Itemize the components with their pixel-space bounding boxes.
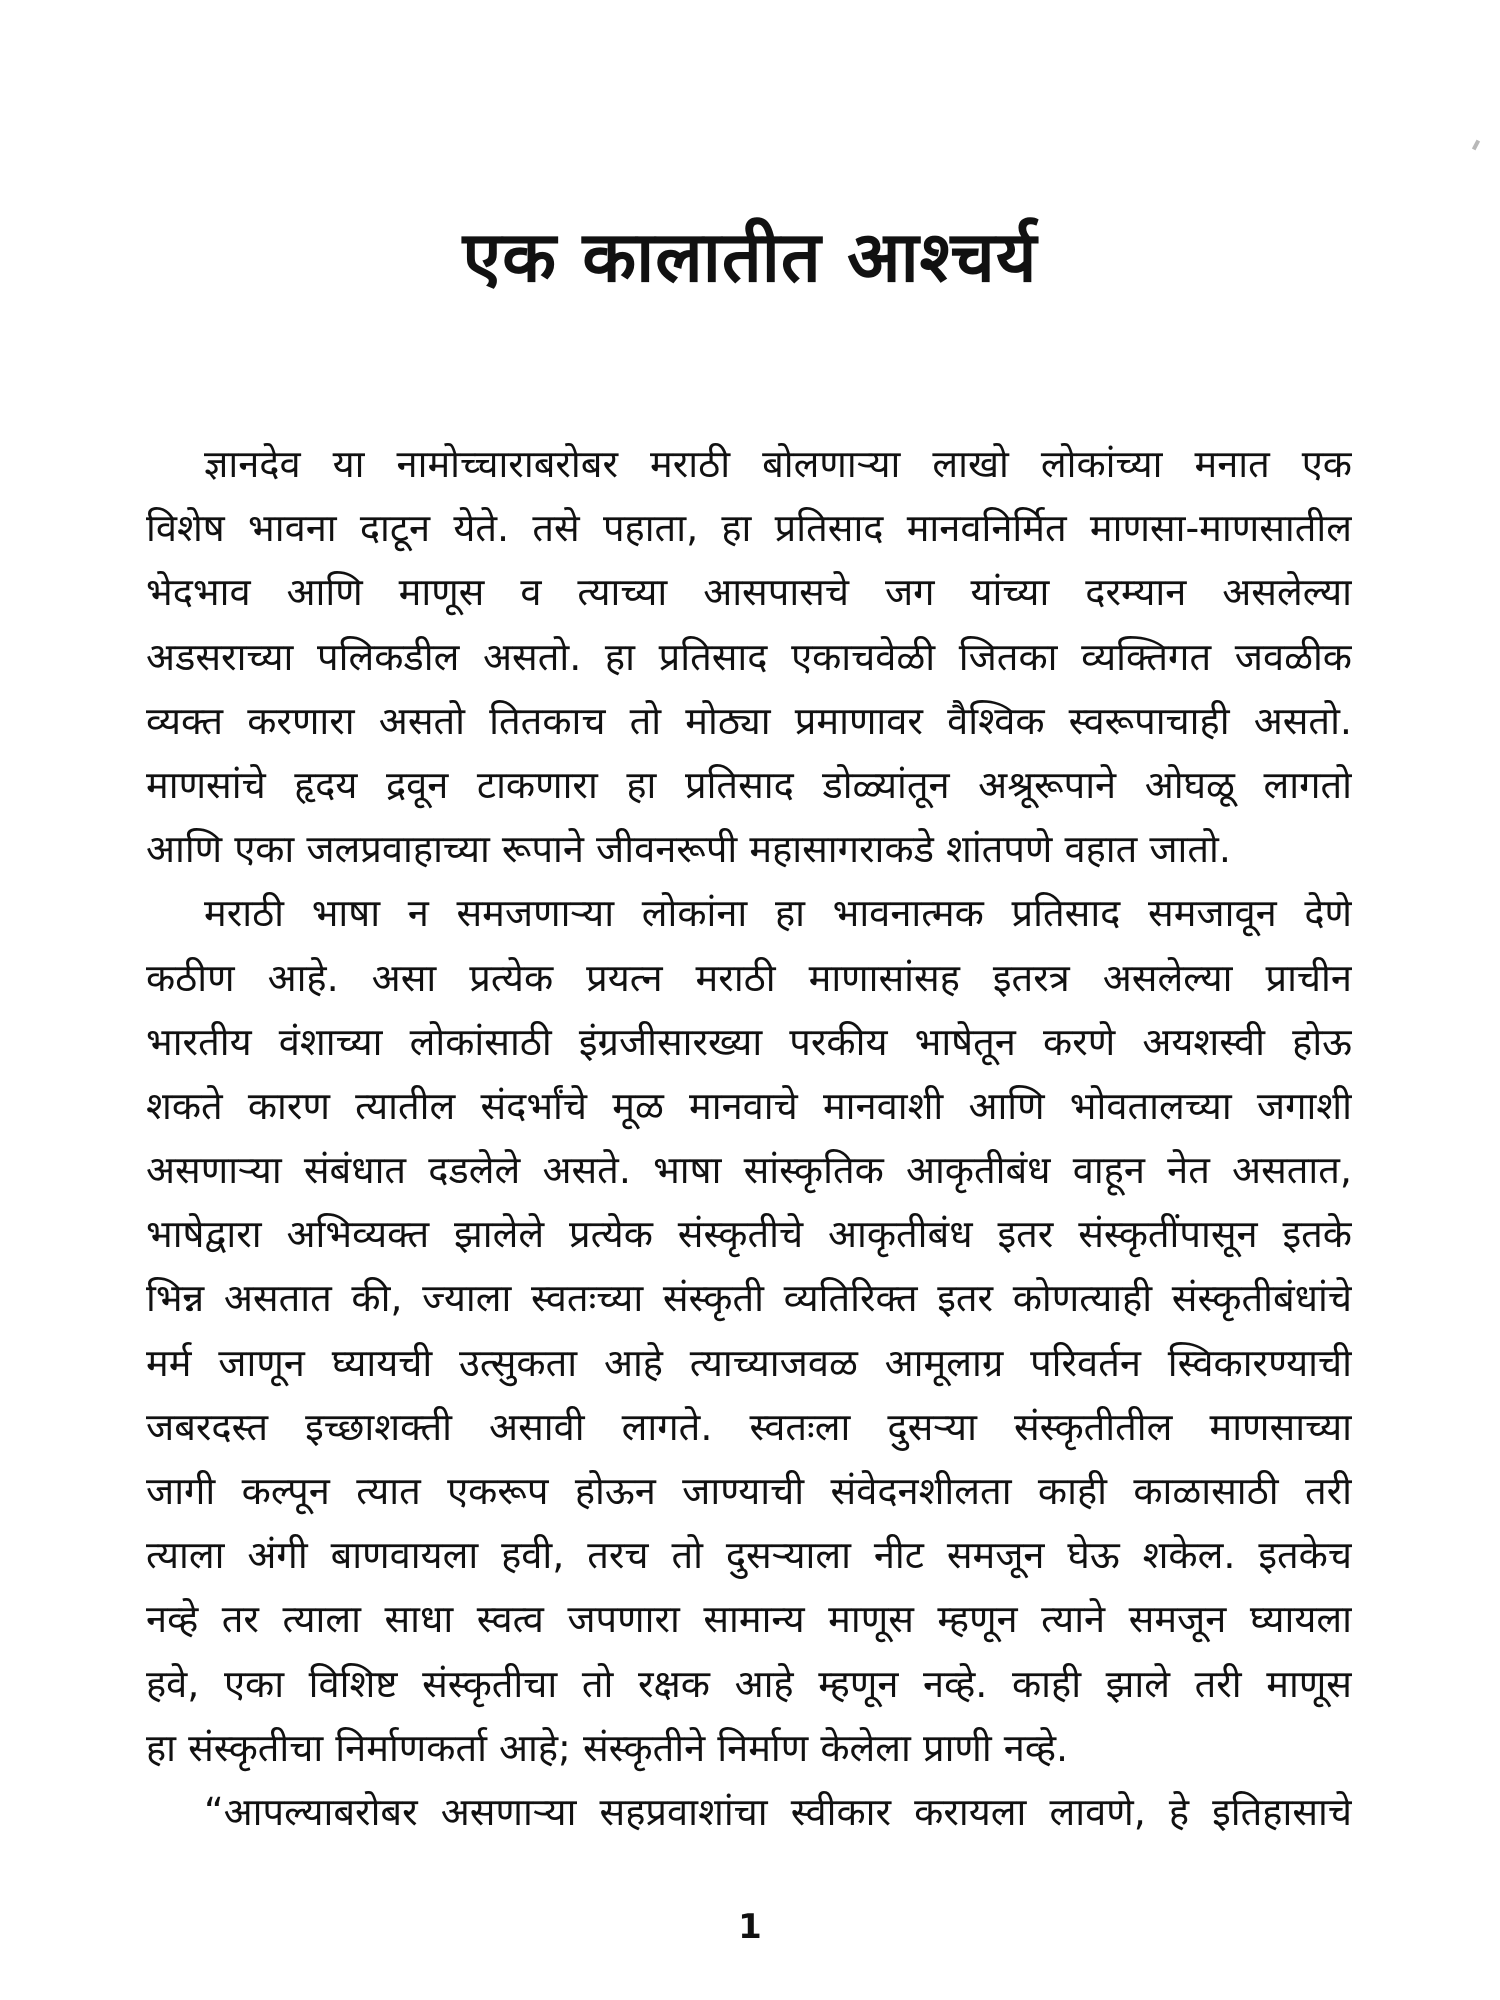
text-line: भाषेद्वारा अभिव्यक्त झालेले प्रत्येक संस्कृतीचे आकृतीबंध इतर संस्कृतींपासून इतके bbox=[146, 1212, 1352, 1257]
text-line: अडसराच्या पलिकडील असतो. हा प्रतिसाद एकाचवेळी जितका व्यक्तिगत जवळीक bbox=[146, 634, 1352, 679]
text-line: मराठी भाषा न समजणाऱ्या लोकांना हा भावनात्मक प्रतिसाद समजावून देणे bbox=[204, 891, 1352, 936]
text-line: शकते कारण त्यातील संदर्भांचे मूळ मानवाचे मानवाशी आणि भोवतालच्या जगाशी bbox=[146, 1083, 1352, 1128]
scan-speck bbox=[1472, 140, 1480, 151]
text-line: विशेष भावना दाटून येते. तसे पहाता, हा प्रतिसाद मानवनिर्मित माणसा-माणसातील bbox=[146, 506, 1352, 551]
text-line: माणसांचे हृदय द्रवून टाकणारा हा प्रतिसाद डोळ्यांतून अश्रूरूपाने ओघळू लागतो bbox=[146, 762, 1352, 807]
chapter-title: एक कालातीत आश्चर्य bbox=[462, 216, 1038, 298]
text-line: “आपल्याबरोबर असणाऱ्या सहप्रवाशांचा स्वीकार करायला लावणे, हे इतिहासाचे bbox=[204, 1789, 1352, 1834]
page-number: 1 bbox=[738, 1907, 762, 1947]
text-line: नव्हे तर त्याला साधा स्वत्व जपणारा सामान्य माणूस म्हणून त्याने समजून घ्यायला bbox=[146, 1597, 1352, 1642]
text-line: हवे, एका विशिष्ट संस्कृतीचा तो रक्षक आहे म्हणून नव्हे. काही झाले तरी माणूस bbox=[146, 1661, 1352, 1706]
text-line: भिन्न असतात की, ज्याला स्वतःच्या संस्कृती व्यतिरिक्त इतर कोणत्याही संस्कृतीबंधांचे bbox=[146, 1276, 1352, 1321]
text-line: जागी कल्पून त्यात एकरूप होऊन जाण्याची संवेदनशीलता काही काळासाठी तरी bbox=[146, 1469, 1352, 1513]
text-line: त्याला अंगी बाणवायला हवी, तरच तो दुसऱ्याला नीट समजून घेऊ शकेल. इतकेच bbox=[146, 1533, 1352, 1578]
text-line: भेदभाव आणि माणूस व त्याच्या आसपासचे जग यांच्या दरम्यान असलेल्या bbox=[146, 570, 1352, 615]
text-line: जबरदस्त इच्छाशक्ती असावी लागते. स्वतःला दुसऱ्या संस्कृतीतील माणसाच्या bbox=[146, 1404, 1352, 1449]
text-line: हा संस्कृतीचा निर्माणकर्ता आहे; संस्कृतीने निर्माण केलेला प्राणी नव्हे. bbox=[146, 1725, 1069, 1770]
text-line: ज्ञानदेव या नामोच्चाराबरोबर मराठी बोलणाऱ्या लाखो लोकांच्या मनात एक bbox=[204, 442, 1352, 486]
text-line: आणि एका जलप्रवाहाच्या रूपाने जीवनरूपी महासागराकडे शांतपणे वहात जातो. bbox=[146, 827, 1231, 872]
text-line: भारतीय वंशाच्या लोकांसाठी इंग्रजीसारख्या परकीय भाषेतून करणे अयशस्वी होऊ bbox=[146, 1019, 1352, 1064]
text-line: व्यक्त करणारा असतो तितकाच तो मोठ्या प्रमाणावर वैश्विक स्वरूपाचाही असतो. bbox=[146, 698, 1352, 743]
text-line: कठीण आहे. असा प्रत्येक प्रयत्न मराठी माणासांसह इतरत्र असलेल्या प्राचीन bbox=[146, 955, 1352, 1000]
body-text bbox=[146, 432, 1352, 1844]
text-line: मर्म जाणून घ्यायची उत्सुकता आहे त्याच्याजवळ आमूलाग्र परिवर्तन स्विकारण्याची bbox=[146, 1340, 1352, 1385]
text-line: असणाऱ्या संबंधात दडलेले असते. भाषा सांस्कृतिक आकृतीबंध वाहून नेत असतात, bbox=[146, 1148, 1352, 1193]
